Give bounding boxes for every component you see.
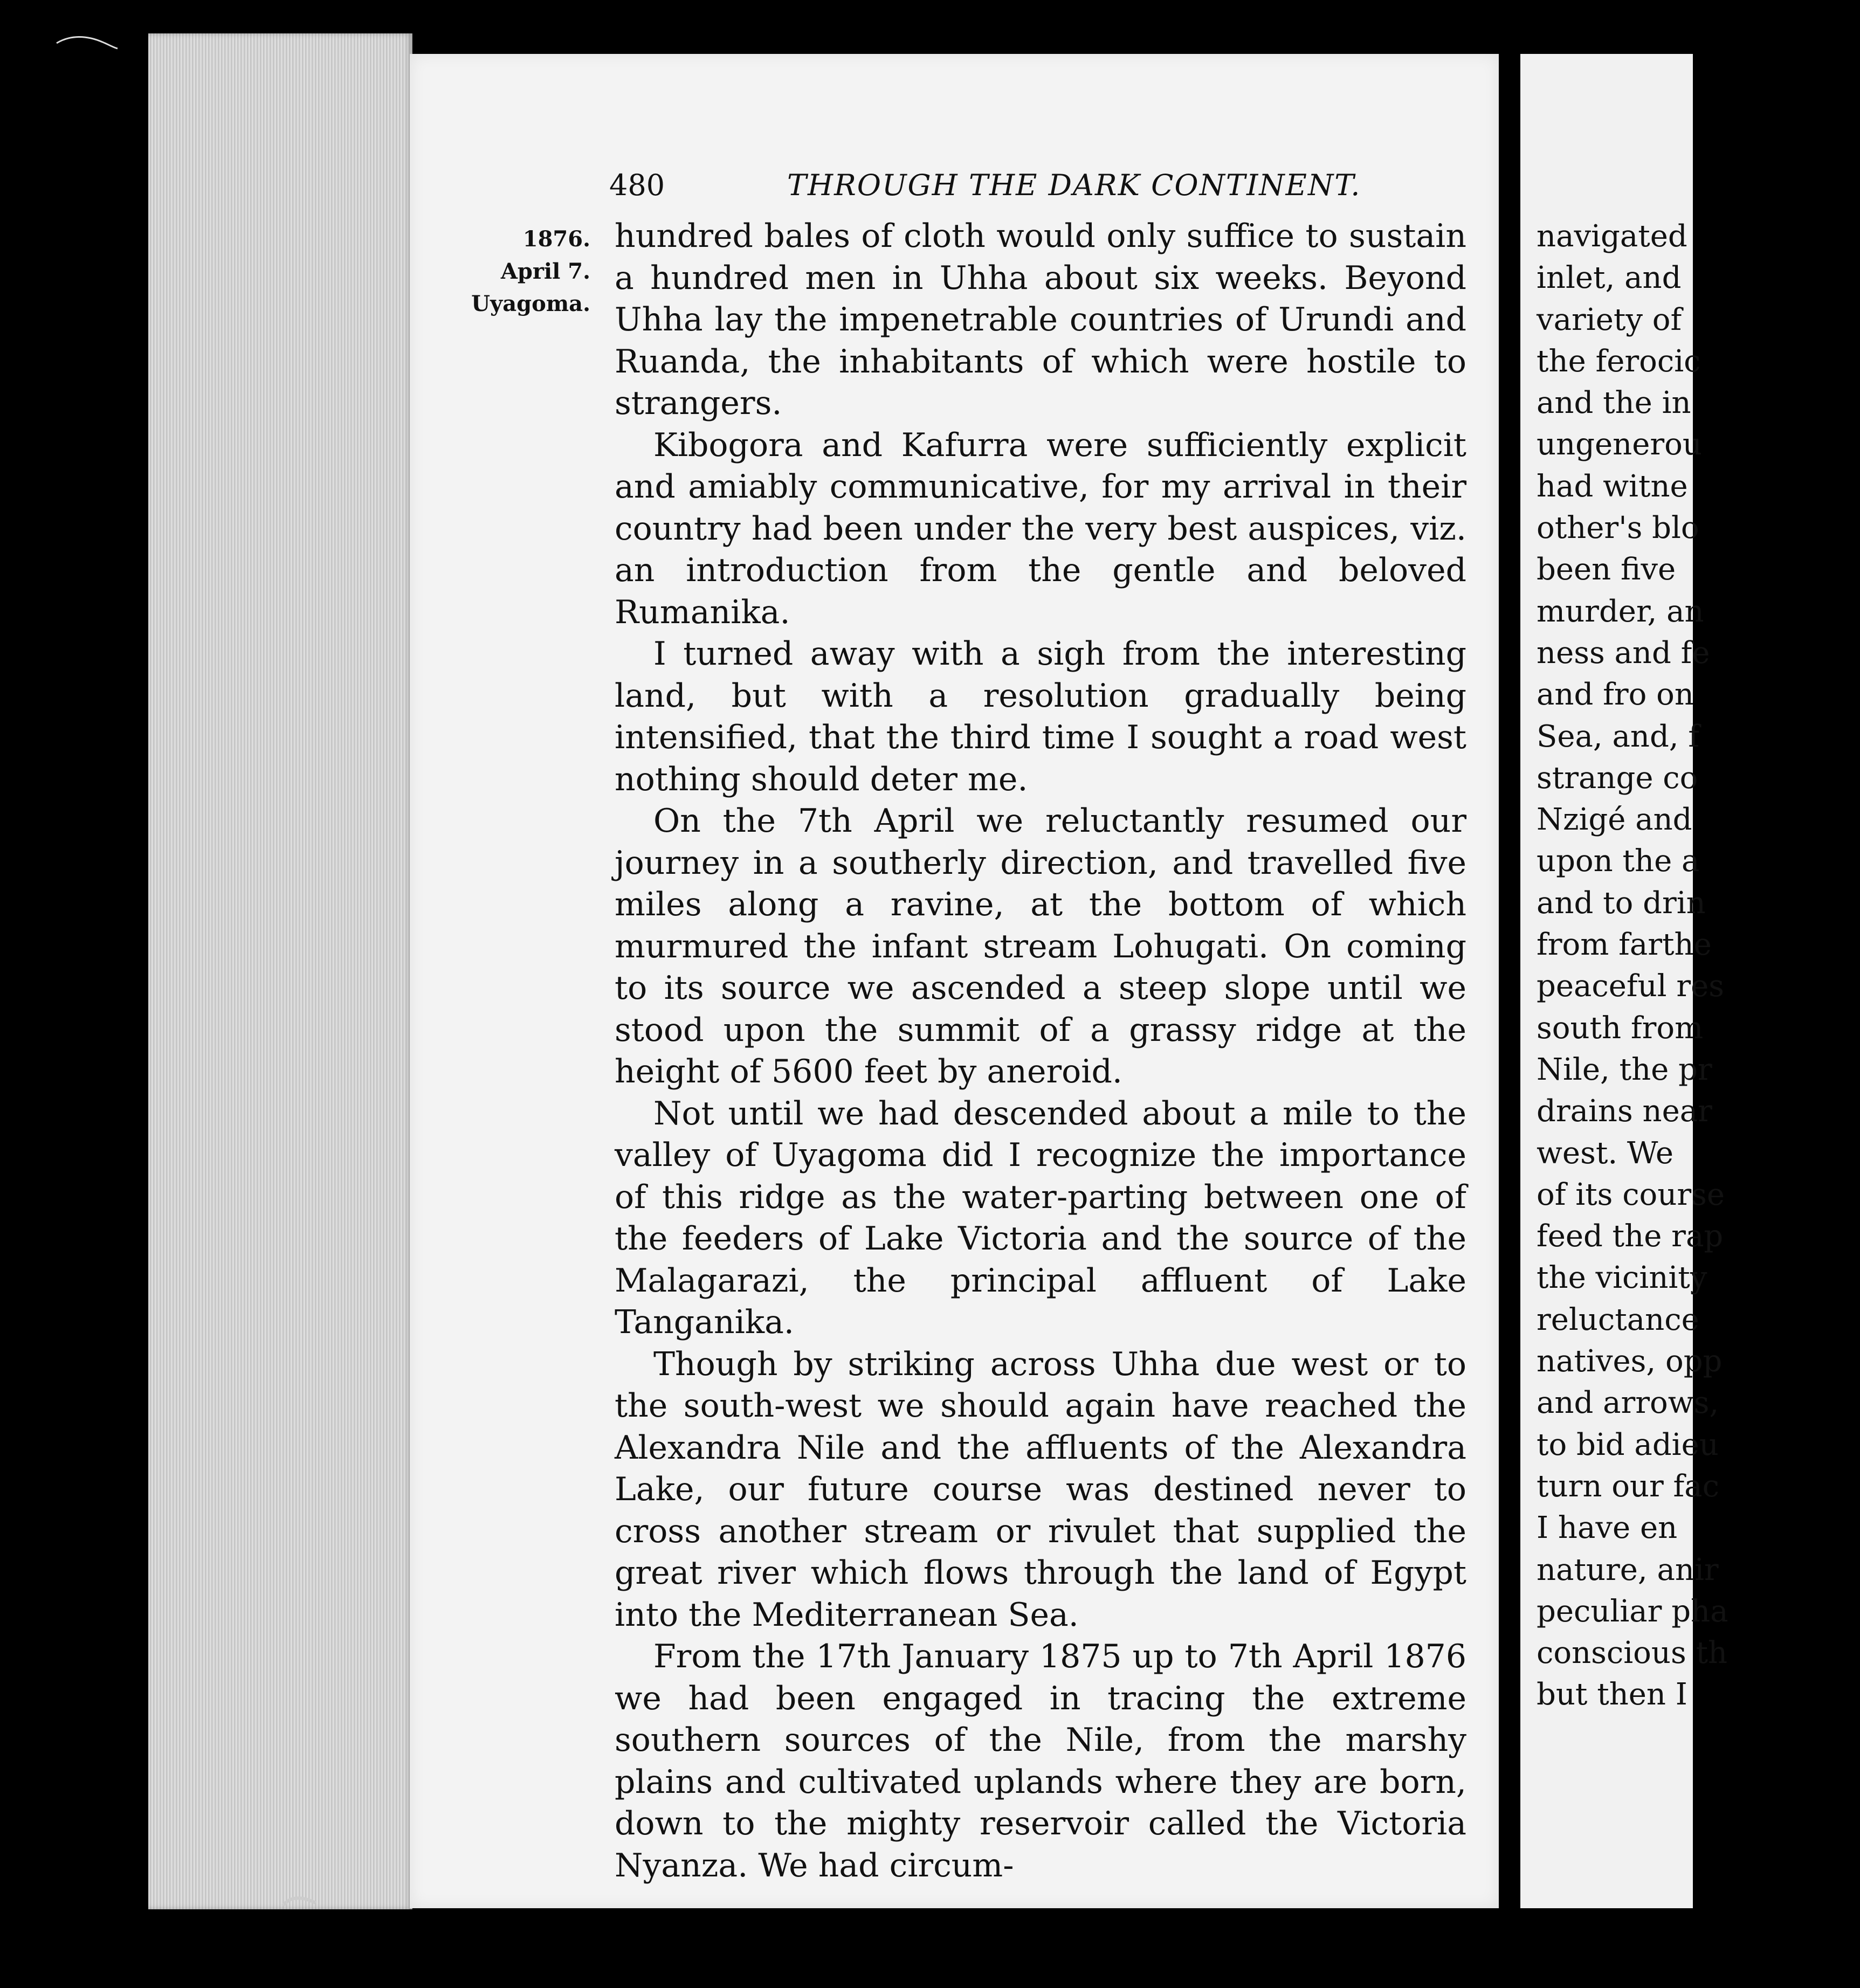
book-title: THROUGH THE DARK CONTINENT. xyxy=(787,168,1361,202)
facing-page-line: navigated xyxy=(1537,219,1687,254)
paragraph: On the 7th April we reluctantly resumed our journey in a southerly direction, and travelled five miles along a ravine, at the bottom of which murmured the infant stream Lohugati. On coming to its source we ascended a steep slope until we stood upon the summit of a grassy ridge at the height of 5600 feet by aneroid. xyxy=(615,802,1466,1090)
facing-page-line: murder, an xyxy=(1537,593,1704,629)
facing-page-line: peaceful res xyxy=(1537,969,1725,1004)
facing-page-line: Sea, and, f xyxy=(1537,719,1700,754)
facing-page-line: I have en xyxy=(1537,1510,1678,1546)
paragraph: I turned away with a sigh from the interesting land, but with a resolution gradually being intensified, that the third time I sought a road west nothing should deter me. xyxy=(615,635,1466,798)
paragraph: From the 17th January 1875 up to 7th April 1876 we had been engaged in tracing the extreme southern sources of the Nile, from the marshy plains and cultivated uplands where they are born, down to the mighty reservoir called the Victoria Nyanza. We had circum- xyxy=(615,1638,1466,1885)
facing-page-line: nature, anir xyxy=(1537,1552,1719,1587)
facing-page-line: peculiar pha xyxy=(1537,1593,1728,1629)
facing-page-line: had witne xyxy=(1537,468,1688,504)
facing-page-line: from farthe xyxy=(1537,927,1712,963)
facing-page-line: south from xyxy=(1537,1010,1704,1046)
facing-page-line: the vicinity xyxy=(1537,1260,1707,1296)
facing-page-line: Nzigé and xyxy=(1537,802,1692,838)
facing-page-line: reluctance xyxy=(1537,1302,1699,1337)
paragraph: Though by striking across Uhha due west or to the south-west we should again have reached the Alexandra Nile and the affluents of the Alexandra Lake, our future course was destined never to cross another stream or rivulet that supplied the great river which flows through the land of Egypt into the Mediterranean Sea. xyxy=(615,1345,1466,1634)
facing-page-line: ungenerou xyxy=(1537,427,1702,463)
facing-page-line: west. We xyxy=(1537,1135,1674,1171)
facing-page-line: Nile, the pr xyxy=(1537,1052,1712,1087)
facing-page-text xyxy=(1537,216,1860,1716)
facing-page-line: of its course xyxy=(1537,1177,1725,1212)
facing-page-line: and to drin xyxy=(1537,885,1706,921)
facing-page-line: and arrows, xyxy=(1537,1385,1719,1421)
facing-page-line: inlet, and xyxy=(1537,260,1682,296)
facing-page-line: been five xyxy=(1537,552,1676,588)
facing-page-line: turn our fac xyxy=(1537,1468,1720,1504)
page-number: 480 xyxy=(609,168,665,202)
paragraph: hundred bales of cloth would only suffice to sustain a hundred men in Uhha about six weeks. Beyond Uhha lay the impenetrable countries of Urundi and Ruanda, the inhabitants of which were hostile to strangers. xyxy=(615,217,1466,422)
facing-page-line: other's blo xyxy=(1537,510,1699,546)
facing-page-line: drains near xyxy=(1537,1094,1712,1129)
margin-note-year: 1876. xyxy=(522,226,590,252)
facing-page-line: ness and fe xyxy=(1537,635,1710,671)
smudge-mark-bottom xyxy=(280,1892,318,1914)
page-edge xyxy=(148,33,412,1909)
facing-page-line: upon the a xyxy=(1537,844,1700,879)
facing-page-line: and fro on xyxy=(1537,677,1694,713)
paragraph: Kibogora and Kafurra were sufficiently explicit and amiably communicative, for my arrival in their country had been under the very best auspices, viz. an introduction from the gentle and beloved Rumanika. xyxy=(615,426,1466,631)
facing-page-line: conscious th xyxy=(1537,1635,1728,1671)
body-text xyxy=(615,216,1466,1887)
smudge-mark-top xyxy=(54,32,119,54)
margin-note-date: April 7. xyxy=(500,259,590,284)
facing-page-line: and the in xyxy=(1537,385,1691,421)
facing-page-line: but then I xyxy=(1537,1677,1687,1713)
margin-note-place: Uyagoma. xyxy=(471,291,590,316)
paragraph: Not until we had descended about a mile to the valley of Uyagoma did I recognize the importance of this ridge as the water-parting between one of the feeders of Lake Victoria and the source of the Malagarazi, the principal affluent of Lake Tanganika. xyxy=(615,1094,1466,1341)
facing-page-line: natives, opp xyxy=(1537,1344,1723,1379)
facing-page-line: variety of xyxy=(1537,302,1682,337)
facing-page-line: to bid adieu xyxy=(1537,1427,1719,1462)
facing-page-line: strange co xyxy=(1537,760,1698,796)
book-page-right xyxy=(1520,54,1728,1908)
facing-page-line: the ferocic xyxy=(1537,343,1701,379)
facing-page-line: feed the rap xyxy=(1537,1219,1724,1254)
